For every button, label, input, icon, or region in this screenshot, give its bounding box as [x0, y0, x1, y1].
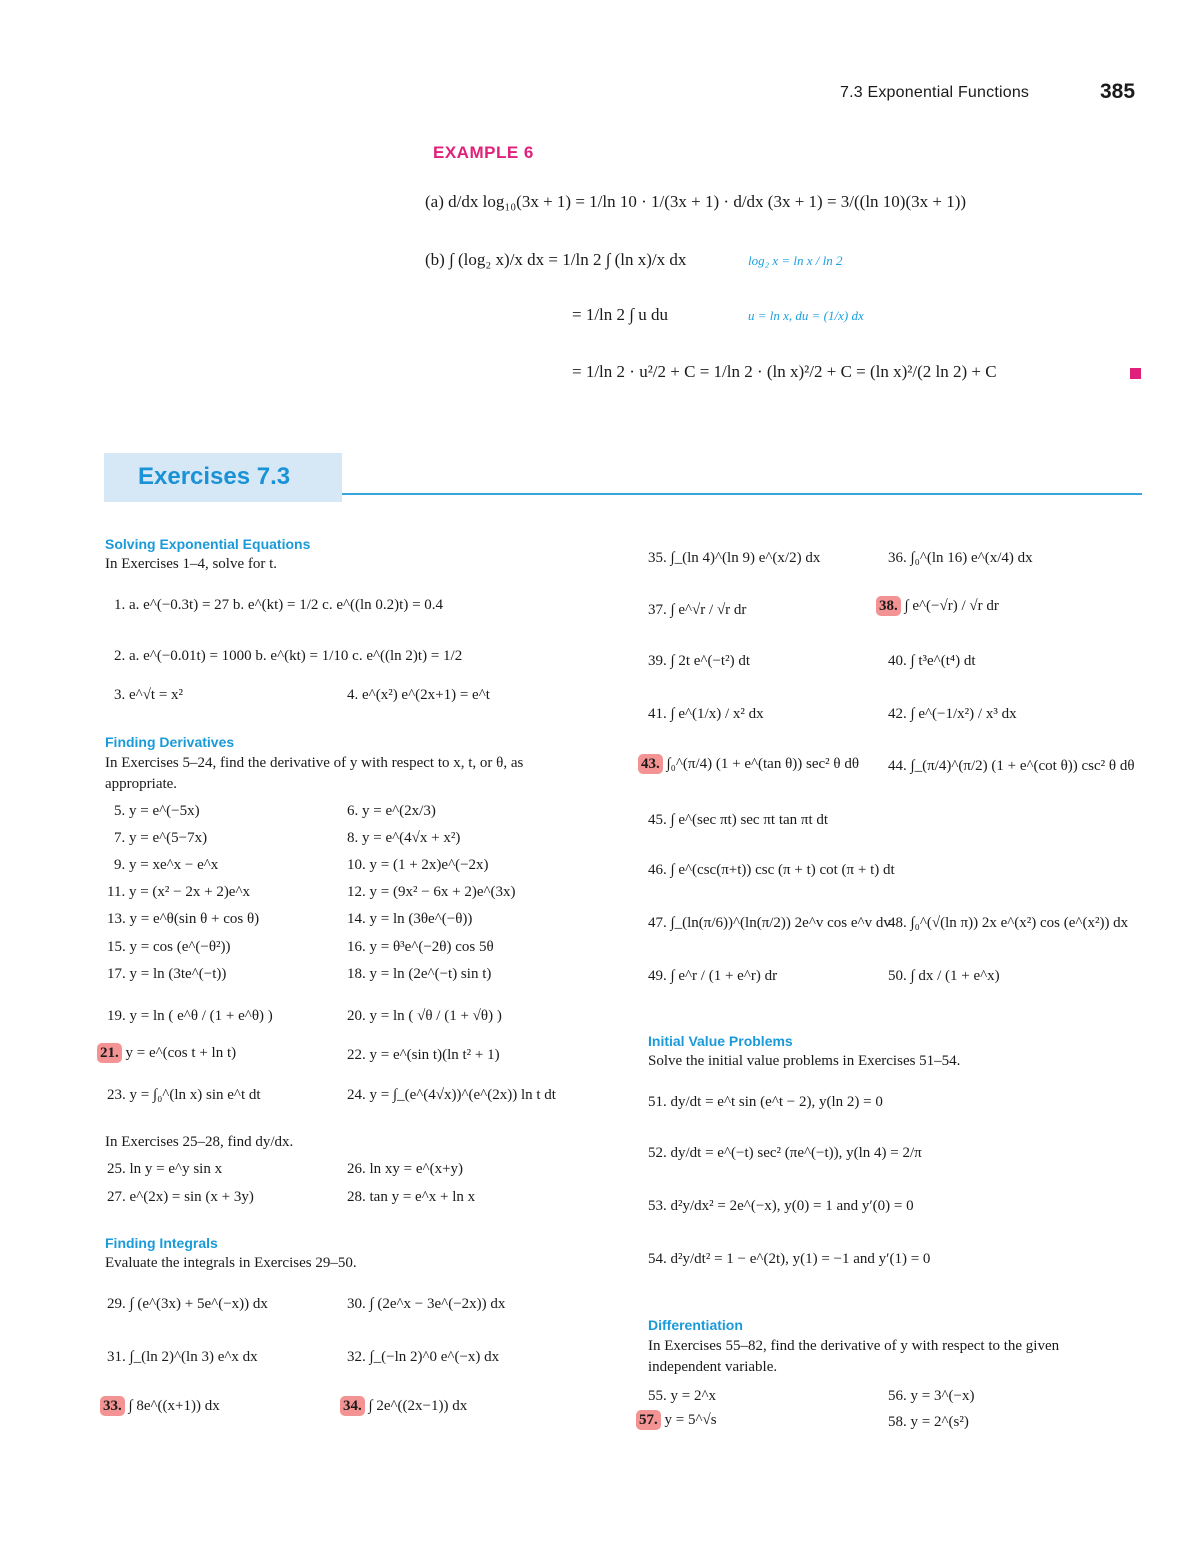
exercise-4: 4. e^(x²) e^(2x+1) = e^t	[347, 687, 490, 703]
instruction-ivp: Solve the initial value problems in Exercises 51–54.	[648, 1053, 961, 1069]
exercise-15: 15. y = cos (e^(−θ²))	[107, 939, 231, 955]
exercise-5: 5. y = e^(−5x)	[114, 803, 200, 819]
exercise-2: 2. a. e^(−0.01t) = 1000 b. e^(kt) = 1/10 c. e^((ln 2)t) = 1/2	[114, 648, 463, 664]
exercise-19: 19. y = ln ( e^θ / (1 + e^θ) )	[107, 1008, 273, 1024]
exercise-13: 13. y = e^θ(sin θ + cos θ)	[107, 911, 260, 927]
exercise-57	[636, 1412, 717, 1429]
exercise-36: 36. ∫₀^(ln 16) e^(x/4) dx	[888, 550, 1033, 566]
exercise-14: 14. y = ln (3θe^(−θ))	[347, 911, 473, 927]
exercise-27: 27. e^(2x) = sin (x + 3y)	[107, 1189, 254, 1205]
section-head-differentiation: Differentiation	[648, 1317, 743, 1333]
exercise-38-text: ∫ e^(−√r) / √r dr	[904, 598, 999, 614]
exercise-22: 22. y = e^(sin t)(ln t² + 1)	[347, 1047, 500, 1063]
running-head-section: 7.3 Exponential Functions	[840, 84, 1030, 101]
exercise-33-highlight: 33.	[100, 1396, 125, 1416]
exercise-39: 39. ∫ 2t e^(−t²) dt	[648, 653, 751, 669]
exercise-46: 46. ∫ e^(csc(π+t)) csc (π + t) cot (π + t) dt	[648, 862, 895, 878]
exercise-55: 55. y = 2^x	[648, 1388, 716, 1404]
exercise-45: 45. ∫ e^(sec πt) sec πt tan πt dt	[648, 812, 829, 828]
exercise-57-text: y = 5^√s	[664, 1412, 717, 1428]
section-head-solving: Solving Exponential Equations	[105, 536, 311, 552]
page-number: 385	[1100, 80, 1136, 103]
exercise-44: 44. ∫_(π/4)^(π/2) (1 + e^(cot θ)) csc² θ dθ	[888, 758, 1135, 774]
exercise-38-highlight: 38.	[876, 596, 901, 616]
exercise-18: 18. y = ln (2e^(−t) sin t)	[347, 966, 492, 982]
exercise-47: 47. ∫_(ln(π/6))^(ln(π/2)) 2e^v cos e^v dv	[648, 915, 891, 931]
exercise-1: 1. a. e^(−0.3t) = 27 b. e^(kt) = 1/2 c. e^((ln 0.2)t) = 0.4	[114, 597, 444, 613]
exercise-8: 8. y = e^(4√x + x²)	[347, 830, 461, 846]
exercise-43	[638, 756, 859, 773]
exercise-32: 32. ∫_(−ln 2)^0 e^(−x) dx	[347, 1349, 500, 1365]
instruction-differentiation-1: In Exercises 55–82, find the derivative of y with respect to the given	[648, 1338, 1060, 1354]
example-part-a: (a) d/dx log₁₀(3x + 1) = 1/ln 10 · 1/(3x + 1) · d/dx (3x + 1) = 3/((ln 10)(3x + 1))	[425, 192, 967, 211]
section-head-ivp: Initial Value Problems	[648, 1033, 793, 1049]
exercise-25: 25. ln y = e^y sin x	[107, 1161, 223, 1177]
instruction-derivatives-2: appropriate.	[105, 776, 178, 792]
exercise-43-highlight: 43.	[638, 754, 663, 774]
exercise-40: 40. ∫ t³e^(t⁴) dt	[888, 653, 976, 669]
exercise-49: 49. ∫ e^r / (1 + e^r) dr	[648, 968, 778, 984]
exercises-title: Exercises 7.3	[138, 463, 291, 490]
exercise-29: 29. ∫ (e^(3x) + 5e^(−x)) dx	[107, 1296, 268, 1312]
exercise-34	[340, 1398, 467, 1415]
exercise-11: 11. y = (x² − 2x + 2)e^x	[107, 884, 251, 900]
instruction-solving: In Exercises 1–4, solve for t.	[105, 556, 278, 572]
exercise-6: 6. y = e^(2x/3)	[347, 803, 436, 819]
exercise-34-text: ∫ 2e^((2x−1)) dx	[368, 1398, 468, 1414]
exercise-42: 42. ∫ e^(−1/x²) / x³ dx	[888, 706, 1017, 722]
end-of-example-mark	[1130, 368, 1141, 379]
exercise-38	[876, 598, 999, 615]
exercise-31: 31. ∫_(ln 2)^(ln 3) e^x dx	[107, 1349, 258, 1365]
exercise-10: 10. y = (1 + 2x)e^(−2x)	[347, 857, 489, 873]
exercise-56: 56. y = 3^(−x)	[888, 1388, 975, 1404]
exercise-58: 58. y = 2^(s²)	[888, 1414, 969, 1430]
exercise-33	[100, 1398, 220, 1415]
exercise-16: 16. y = θ³e^(−2θ) cos 5θ	[347, 939, 494, 955]
exercise-57-highlight: 57.	[636, 1410, 661, 1430]
exercise-21	[97, 1045, 236, 1062]
instruction-differentiation-2: independent variable.	[648, 1359, 778, 1375]
exercises-heading-rule	[342, 493, 1142, 495]
exercise-21-text: y = e^(cos t + ln t)	[125, 1045, 237, 1061]
exercise-21-highlight: 21.	[97, 1043, 122, 1063]
exercise-48: 48. ∫₀^(√(ln π)) 2x e^(x²) cos (e^(x²)) dx	[888, 915, 1129, 931]
exercise-41: 41. ∫ e^(1/x) / x² dx	[648, 706, 764, 722]
exercise-9: 9. y = xe^x − e^x	[114, 857, 219, 873]
exercise-43-text: ∫₀^(π/4) (1 + e^(tan θ)) sec² θ dθ	[666, 756, 860, 772]
exercise-26: 26. ln xy = e^(x+y)	[347, 1161, 464, 1177]
example-title: EXAMPLE 6	[433, 143, 534, 162]
exercise-53: 53. d²y/dx² = 2e^(−x), y(0) = 1 and y′(0) = 0	[648, 1198, 914, 1214]
instruction-integrals: Evaluate the integrals in Exercises 29–50.	[105, 1255, 357, 1271]
exercise-23: 23. y = ∫₀^(ln x) sin e^t dt	[107, 1087, 261, 1103]
example-part-b-line3: = 1/ln 2 · u²/2 + C = 1/ln 2 · (ln x)²/2 + C = (ln x)²/(2 ln 2) + C	[572, 362, 997, 381]
exercise-33-text: ∫ 8e^((x+1)) dx	[128, 1398, 220, 1414]
exercise-35: 35. ∫_(ln 4)^(ln 9) e^(x/2) dx	[648, 550, 821, 566]
exercise-54: 54. d²y/dt² = 1 − e^(2t), y(1) = −1 and y′(1) = 0	[648, 1251, 931, 1267]
exercise-34-highlight: 34.	[340, 1396, 365, 1416]
example-part-b-line2: = 1/ln 2 ∫ u du	[572, 305, 668, 324]
example-part-b-line1: (b) ∫ (log₂ x)/x dx = 1/ln 2 ∫ (ln x)/x dx	[425, 250, 687, 269]
exercise-51: 51. dy/dt = e^t sin (e^t − 2), y(ln 2) = 0	[648, 1094, 883, 1110]
exercise-37: 37. ∫ e^√r / √r dr	[648, 602, 747, 618]
exercise-52: 52. dy/dt = e^(−t) sec² (πe^(−t)), y(ln 4) = 2/π	[648, 1145, 922, 1161]
exercise-28: 28. tan y = e^x + ln x	[347, 1189, 476, 1205]
exercise-30: 30. ∫ (2e^x − 3e^(−2x)) dx	[347, 1296, 506, 1312]
exercise-20: 20. y = ln ( √θ / (1 + √θ) )	[347, 1008, 502, 1024]
instruction-derivatives-1: In Exercises 5–24, find the derivative of y with respect to x, t, or θ, as	[105, 755, 524, 771]
example-note-substitution: u = ln x, du = (1/x) dx	[748, 308, 864, 323]
section-head-derivatives: Finding Derivatives	[105, 734, 235, 750]
section-head-integrals: Finding Integrals	[105, 1235, 218, 1251]
exercise-24: 24. y = ∫_(e^(4√x))^(e^(2x)) ln t dt	[347, 1087, 556, 1103]
instruction-dydx: In Exercises 25–28, find dy/dx.	[105, 1134, 294, 1150]
exercise-50: 50. ∫ dx / (1 + e^x)	[888, 968, 1000, 984]
exercise-3: 3. e^√t = x²	[114, 687, 184, 703]
exercise-17: 17. y = ln (3te^(−t))	[107, 966, 227, 982]
exercise-7: 7. y = e^(5−7x)	[114, 830, 208, 846]
example-note-log-change: log₂ x = ln x / ln 2	[748, 253, 843, 268]
exercise-12: 12. y = (9x² − 6x + 2)e^(3x)	[347, 884, 516, 900]
